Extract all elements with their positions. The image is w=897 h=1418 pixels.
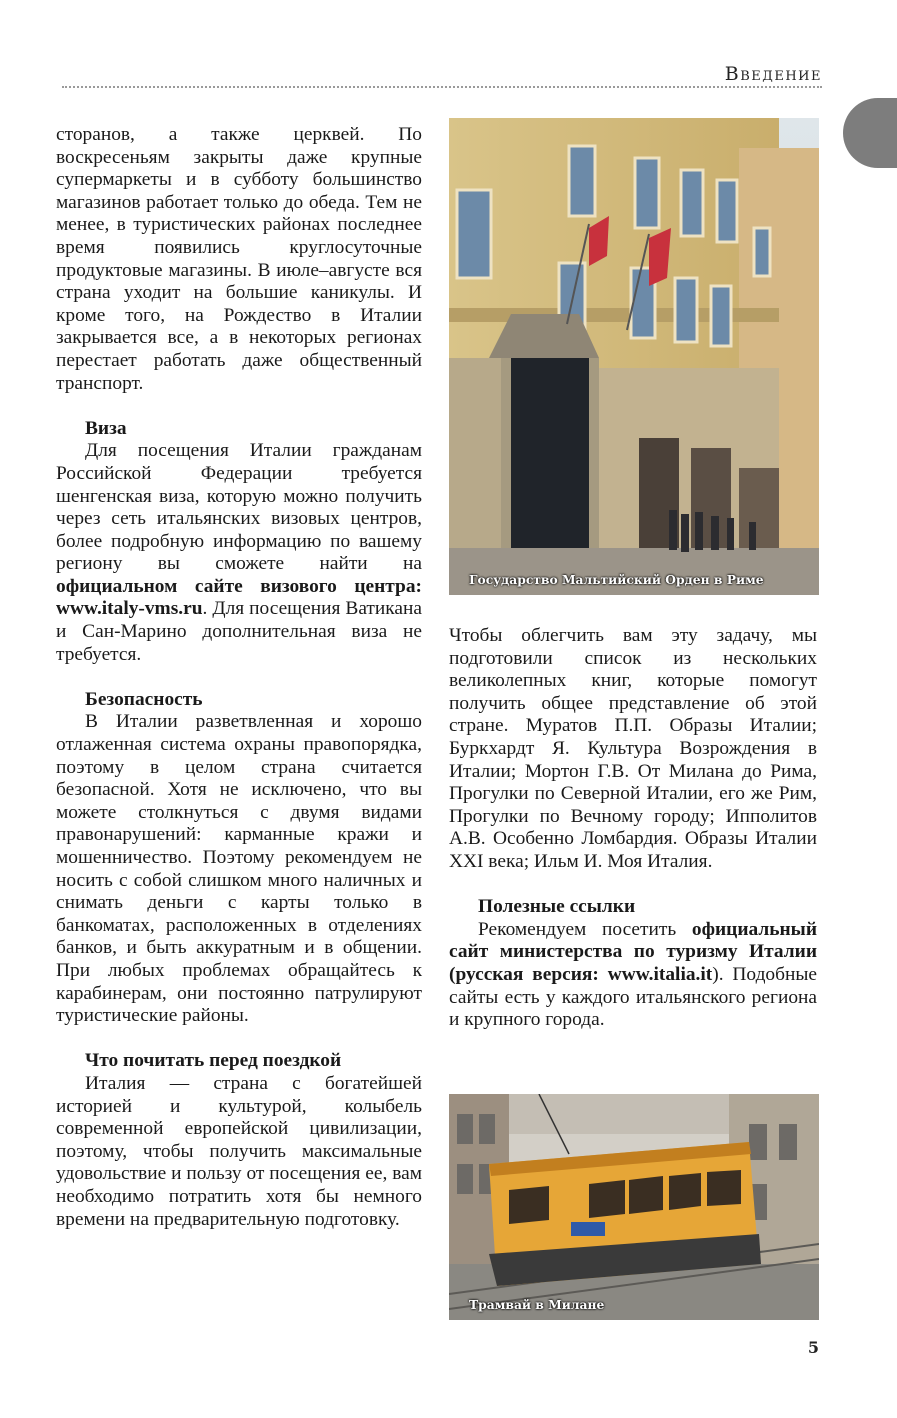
links-text-2: ). Подобные сайты есть у каждого итальянского региона и крупного города. [449, 963, 818, 1031]
palace-photo-caption: Государство Мальтийский Орден в Риме [469, 572, 764, 587]
italia-site-link[interactable]: www.italia.it [607, 963, 713, 985]
tram-illustration [449, 1094, 819, 1320]
safety-paragraph: В Италии разветвленная и хорошо отлаженная система охраны правопорядка, поэтому в целом страна считается безопасной. Хотя не исключено, что вы можете столкнуться с двумя видами правонарушений: карманные кражи и мошенничество. Поэтому рекомендуем не носить с собой слишком много наличных и снимать деньги с карты только в банкоматах, расположенных в отделениях банков, и быть аккуратным и в общении. При любых проблемах обращайтесь к карабинерам, они постоянно патрулируют туристические районы. [56, 711, 422, 1027]
visa-text-2: . Для посещения Ватикана и Сан-Марино дополнительная виза не требуется. [56, 598, 422, 665]
visa-paragraph [56, 440, 422, 666]
tram-photo-caption: Трамвай в Милане [469, 1297, 605, 1312]
visa-center-link[interactable]: официальном сайте визового центра: www.italy-vms.ru [56, 575, 422, 620]
photo-milan-tram [449, 1094, 819, 1320]
palace-illustration [449, 118, 819, 595]
useful-links-heading: Полезные ссылки [478, 896, 636, 918]
header-dotted-rule [62, 86, 822, 88]
chapter-thumb-tab [843, 98, 897, 168]
visa-text-1: Для посещения Италии гражданам Российской Федерации требуется шенгенская виза, которую можно получить через сеть итальянских визовых центров, более подробную информацию по вашему региону вы сможете найти на [56, 440, 422, 575]
reading-continued-paragraph: Чтобы облегчить вам эту задачу, мы подготовили список из нескольких великолепных книг, которые помогут получить общее представление об этой стране. Муратов П.П. Образы Италии; Буркхардт Я. Культура Возрождения в Италии; Мортон Г.В. От Милана до Рима, Прогулки по Северной Италии, его же Рим, Прогулки по Вечному городу; Ипполитов А.В. Особенно Ломбардия. Образы Италии XXI века; Ильм И. Моя Италия. [449, 625, 817, 872]
safety-heading: Безопасность [85, 688, 203, 710]
links-text-1: Рекомендуем посетить [478, 918, 692, 940]
useful-links-paragraph [449, 919, 817, 1032]
visa-heading: Виза [85, 417, 127, 439]
section-title: Введение [724, 63, 822, 85]
right-column [449, 625, 817, 1032]
tourism-ministry-site-text: официальный сайт министерства по туризму Италии (русская версия: [449, 918, 817, 985]
photo-maltese-order-palace [449, 118, 819, 595]
reading-heading: Что почитать перед поездкой [85, 1050, 342, 1072]
intro-paragraph: сторанов, а также церквей. По воскресеньям закрыты даже крупные супермаркеты и в субботу большинство магазинов работает только до обеда. Тем не менее, в туристических районах последнее время появились круглосуточные продуктовые магазины. В июле–августе вся страна уходит на большие каникулы. И кроме того, на Рождество в Италии закрывается все, а в некоторых регионах перестает работать даже общественный транспорт. [56, 124, 422, 394]
left-column [56, 124, 422, 1231]
reading-paragraph: Италия — страна с богатейшей историей и культурой, колыбель современной европейской цивилизации, поэтому, чтобы получить максимальные удовольствие и пользу от посещения ее, вам необходимо потратить хотя бы немного времени на предварительную подготовку. [56, 1072, 422, 1230]
page-number: 5 [807, 1338, 819, 1357]
